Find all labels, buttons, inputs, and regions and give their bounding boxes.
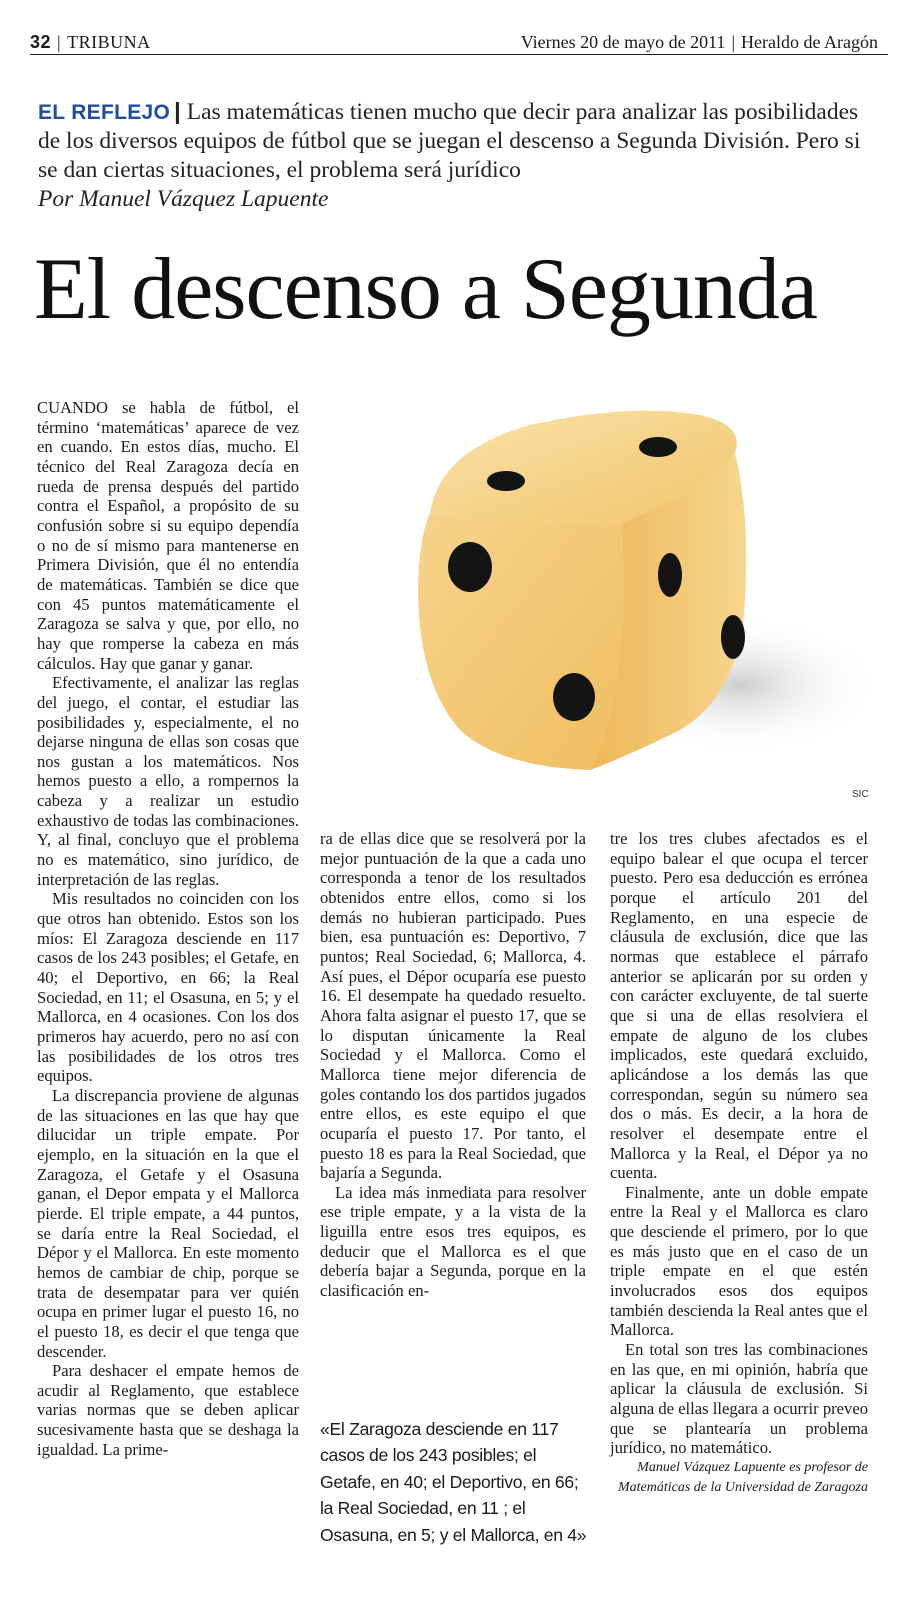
paragraph: La discrepancia proviene de algunas de las situaciones en las que hay que dilucidar un triple empate. Por ejemplo, en la situación en la que el Zaragoza, el Getafe y el Osasuna ganan, el Depor empata y el Mallorca pierde. El triple empate, a 44 puntos, se daría entre la Real Sociedad, el Dépor y el Mallorca. En este momento hemos de cambiar de chip, porque se trata de desempatar para ver quién ocupa en primer lugar el puesto 16, no el puesto 18, es decir el que tenga que descender.: [37, 1085, 299, 1361]
dice-pip: [487, 471, 525, 491]
section-name: TRIBUNA: [67, 32, 151, 52]
kicker-separator: |: [174, 98, 181, 124]
paragraph: En total son tres las combinaciones en las que, en mi opinión, habría que aplicar la cláusula de exclusión. Si alguna de ellas llegara a ocurrir preveo que se plantearía un problema jurídico, no matemático.: [610, 1340, 868, 1458]
byline: Por Manuel Vázquez Lapuente: [38, 186, 329, 212]
header-separator: |: [731, 32, 736, 52]
paragraph: ra de ellas dice que se resolverá por la mejor puntuación de la que a cada uno corresponda a tenor de los resultados obtenidos entre ellos, como si los demás no hubieran participado. Pues bien, esa puntuación es: Deportivo, 7 puntos; Real Sociedad, 6; Mallorca, 4. Así pues, el Dépor ocuparía ese puesto 16. El desempate ha quedado resuelto. Ahora falta asignar el puesto 17, que se lo disputan únicamente la Real Sociedad y el Mallorca. Como el Mallorca tiene mejor diferencia de goles contando los dos partidos jugados entre ellos, es este equipo el que ocuparía el puesto 17. Por tanto, el puesto 18 es para la Real Sociedad, que bajaría a Segunda.: [320, 829, 586, 1183]
paragraph: CUANDO se habla de fútbol, el término ‘matemáticas’ aparece de vez en cuando. En estos días, mucho. El técnico del Real Zaragoza decía en rueda de prensa después del partido contra el Español, a propósito de su confusión sobre si su equipo dependía o no de sí mismo para mantenerse en Primera División, que él no entendía de matemáticas. También se dice que con 45 puntos matemáticamente el Zaragoza se salva y que, por ello, no hay que romperse la cabeza en más cálculos. Hay que ganar y ganar.: [37, 398, 299, 673]
kicker: EL REFLEJO: [38, 101, 171, 124]
dice-illustration: [400, 395, 880, 785]
issue-date: Viernes 20 de mayo de 2011: [520, 32, 726, 52]
page-number: 32: [30, 32, 52, 52]
header-separator: |: [57, 32, 62, 52]
body-column-2: [320, 829, 586, 1301]
paragraph: La idea más inmediata para resolver ese triple empate, y a la vista de la liguilla entre esos tres equipos, es deducir que el Mallorca es el que debería bajar a Segunda, porque en la clasificación en-: [320, 1182, 586, 1301]
article-intro: [38, 97, 876, 214]
dice-pip: [639, 437, 677, 457]
dice-face-left: [418, 513, 623, 770]
paragraph: Finalmente, ante un doble empate entre la Real y el Mallorca es claro que desciende el primero, por lo que es más justo que en el caso de un triple empate en el que estén involucrados esos dos equipos también descienda la Real antes que el Mallorca.: [610, 1182, 868, 1340]
author-signature: Manuel Vázquez Lapuente es profesor de Matemáticas de la Universidad de Zaragoza: [617, 1460, 868, 1495]
newspaper-name: Heraldo de Aragón: [741, 32, 878, 52]
dice-pip: [448, 542, 492, 592]
dice-pip: [721, 615, 745, 659]
headline: El descenso a Segunda: [34, 241, 817, 338]
page-header: [30, 32, 888, 55]
dice-pip: [658, 553, 682, 597]
summary: Las matemáticas tienen mucho que decir para analizar las posibilidades de los diversos equipos de fútbol que se juegan el descenso a Segunda División. Pero si se dan ciertas situaciones, el problema será jurídico: [38, 99, 861, 183]
dice-pip: [553, 673, 595, 721]
body-column-1: [37, 398, 299, 1459]
paragraph: Efectivamente, el analizar las reglas del juego, el contar, el estudiar las posibilidades y, especialmente, el no dejarse ninguna de ellas son cosas que nos gustan a los matemáticos. Nos hemos puesto a ello, a rompernos la cabeza y a realizar un estudio exhaustivo de todas las combinaciones. Y, al final, concluyo que el problema no es matemático, sino jurídico, de interpretación de las reglas.: [37, 673, 299, 889]
header-right: [521, 32, 878, 52]
paragraph: Para deshacer el empate hemos de acudir al Reglamento, que establece varias normas que se deben aplicar sucesivamente hasta que se deshaga la igualdad. La prime-: [37, 1361, 299, 1459]
photo-credit: SIC: [852, 789, 869, 800]
pull-quote: «El Zaragoza desciende en 117 casos de los 243 posibles; el Getafe, en 40; el Deportivo, en 66; la Real Sociedad, en 11 ; el Osasuna, en 5; y el Mallorca, en 4»: [320, 1419, 587, 1545]
paragraph: Mis resultados no coinciden con los que otros han obtenido. Estos son los míos: El Zaragoza desciende en 117 casos de los 243 posibles; el Getafe, en 40; el Deportivo, en 66; la Real Sociedad, en 11; el Osasuna, en 5; y el Mallorca, en 4 ocasiones. Con los dos primeros hay acuerdo, pero no así con las posibilidades de los otros tres equipos.: [37, 889, 299, 1086]
header-left: [30, 32, 151, 52]
paragraph: tre los tres clubes afectados es el equipo balear el que ocupa el tercer puesto. Pero esa deducción es errónea porque el artículo 201 del Reglamento, en una especie de cláusula de exclusión, dice que las normas que establece el párrafo anterior se aplicarán por su orden y con carácter excluyente, de tal suerte que si una de ellas resolviera el empate de alguno de los clubes implicados, este quedará excluido, aplicándose a los demás las que correspondan, según su número sea dos o más. Es decir, a la hora de resolver el desempate entre el Mallorca y la Real, el Dépor ya no cuenta.: [610, 829, 868, 1183]
body-column-3: [610, 829, 868, 1497]
